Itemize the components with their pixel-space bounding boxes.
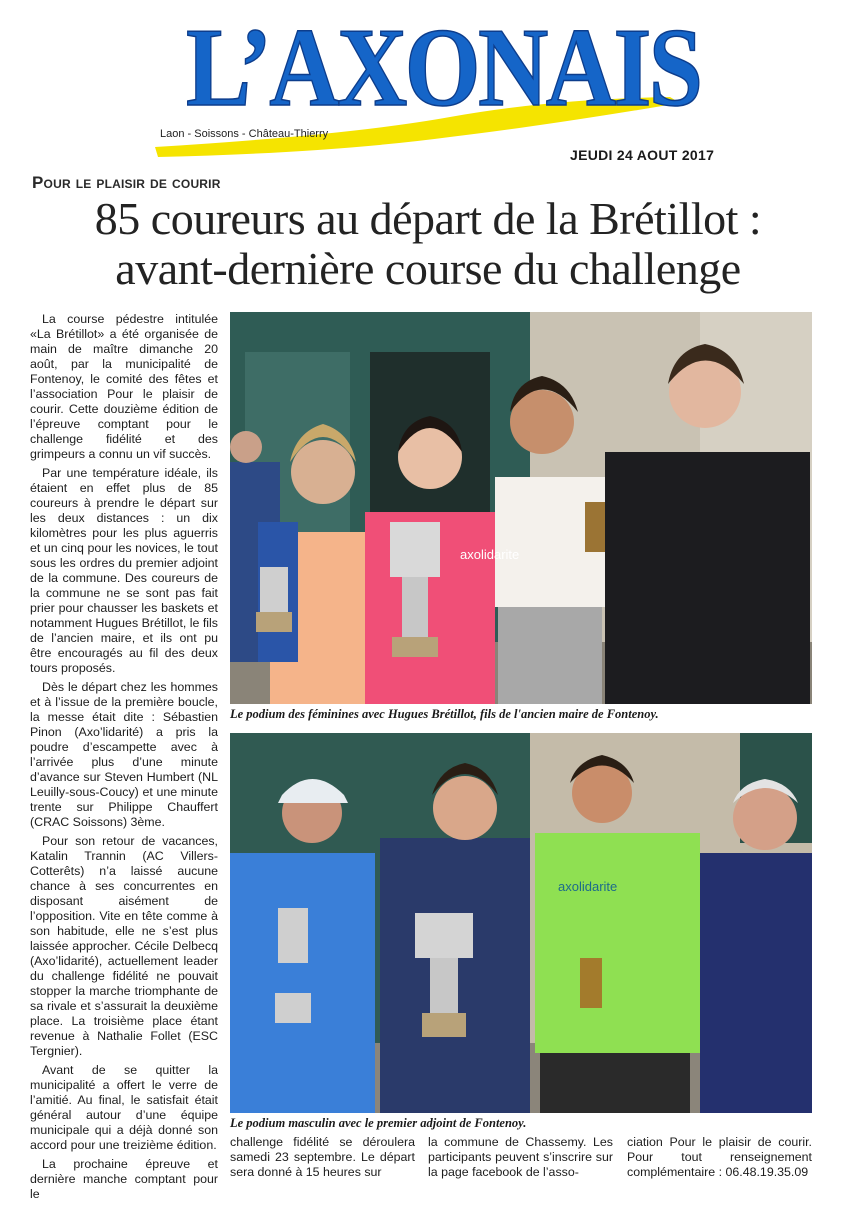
women-podium-photo (230, 312, 812, 704)
continuation-column-3: ciation Pour le plaisir de courir. Pour tout renseignement complémentaire : 06.48.19.35.09 (627, 1135, 812, 1179)
continuation-column-2: la commune de Chassemy. Les participants peuvent s’inscrire sur la page facebook de l’asso- (428, 1135, 613, 1179)
article-paragraph: La prochaine épreuve et dernière manche comptant pour le (30, 1157, 218, 1201)
men-podium-photo (230, 733, 812, 1113)
article-body-column (30, 312, 218, 1206)
men-podium-caption: Le podium masculin avec le premier adjoint de Fontenoy. (230, 1116, 527, 1130)
article-headline (28, 194, 828, 294)
article-paragraph: Dès le départ chez les hommes et à l’issue de la première boucle, la messe était dite : Sébastien Pinon (Axo’lidarité) a pris la poudre d’escampette avec à l’arrivée plus d’une minute d’avance sur Steven Humbert (NL Leuilly-sous-Coucy) et une minute trente sur Philippe Chauffert (CRAC Soissons) 3ème. (30, 680, 218, 829)
newspaper-title: L’AXONAIS (186, 6, 701, 130)
shirt-print: axolidarite (558, 879, 618, 894)
article-paragraph: Par une température idéale, ils étaient en effet plus de 85 coureurs à prendre le départ sur les deux distances : un dix kilomètres pour les plus aguerris et un cinq pour les novices, le tout sous les ordres du premier adjoint de la commune. Des coureurs de la commune ne se sont pas fait prier pour chausser les baskets et notamment Hugues Brétillot, le fils de l’ancien maire, et ils ont pu être encouragés au fil des deux tours proposés. (30, 466, 219, 675)
article-kicker: Pour le plaisir de courir (32, 173, 221, 192)
article-paragraph: La course pédestre intitulée «La Brétillot» a été organisée de main de maître dimanche 20 août, par la municipalité de Fontenoy, le comité des fêtes et l’association Pour le plaisir de courir. Cette douzième édition de l’épreuve comptant pour le challenge fidélité et des grimpeurs a connu un vif succès. (30, 312, 218, 461)
article-paragraph: Pour son retour de vacances, Katalin Trannin (AC Villers-Cotterêts) n’a laissé aucune chance à ses concurrentes en disposant aisément de l’opposition. Vite en tête comme à son habitude, elle ne s’est plus laissée approcher. Cécile Delbecq (Axo’lidarité), actuellement leader du challenge fidélité ne pouvait stopper la marche triomphante de sa rivale et s’assurait la deuxième place. La troisième place étant revenue à Nathalie Follet (ESC Tergnier). (30, 834, 218, 1058)
publication-date: JEUDI 24 AOUT 2017 (570, 147, 715, 163)
masthead-cities: Laon - Soissons - Château-Thierry (160, 128, 329, 140)
shirt-print: axolidarite (460, 547, 520, 562)
article-paragraph: Avant de se quitter la municipalité a offert le verre de l’amitié. Au final, le satisfait était général autour d’une équipe municipale qui a déjà donné son accord pour une treizième édition. (30, 1063, 218, 1152)
headline-line-1: 85 coureurs au départ de la Brétillot : (94, 193, 762, 244)
women-podium-caption: Le podium des féminines avec Hugues Brétillot, fils de l'ancien maire de Fontenoy. (230, 707, 659, 721)
headline-line-2: avant-dernière course du challenge (115, 243, 741, 294)
continuation-column-1: challenge fidélité se déroulera samedi 23 septembre. Le départ sera donné à 15 heures sur (230, 1135, 415, 1179)
